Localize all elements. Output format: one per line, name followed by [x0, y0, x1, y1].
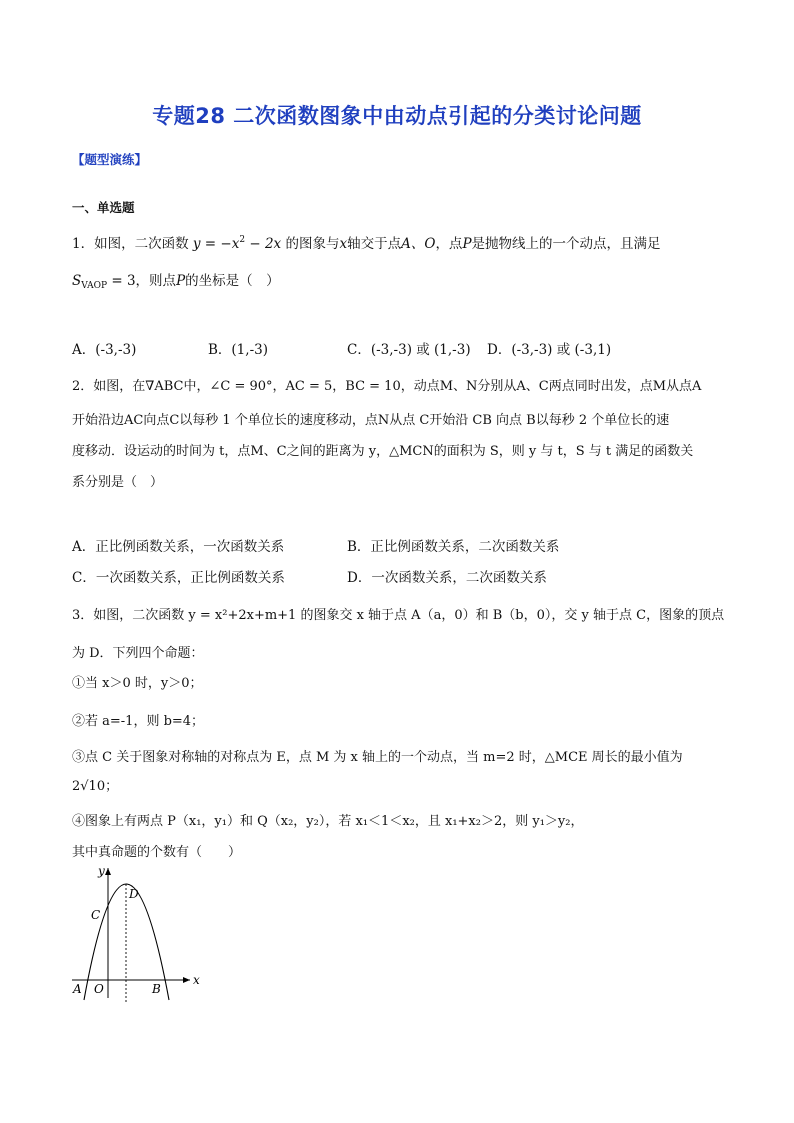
- q1-function: y = −x: [192, 236, 240, 252]
- parabola-figure: [62, 862, 212, 1002]
- label-x: x: [193, 973, 200, 987]
- q1-text-d: ，点: [435, 236, 463, 252]
- q1-exponent: 2: [239, 235, 246, 245]
- label-b: B: [152, 982, 161, 996]
- q1-text-a: 1．如图，二次函数: [72, 236, 193, 252]
- q1-points: A、O: [401, 236, 436, 252]
- q3-question: 其中真命题的个数有（ ）: [72, 845, 242, 860]
- section-tag: 【题型演练】: [72, 152, 148, 167]
- q1-option-a: A．(-3,-3): [72, 342, 137, 358]
- q2-option-d: D．一次函数关系，二次函数关系: [347, 570, 547, 586]
- q3-statement-3b: 2√10；: [72, 779, 119, 794]
- q1-x: x: [339, 236, 348, 252]
- q2-line3: 度移动．设运动的时间为 t，点M、C之间的距离为 y，△MCN的面积为 S，则 y 与 t，S 与 t 满足的函数关: [72, 444, 694, 459]
- q3-line1: 3．如图，二次函数 y = x²+2x+m+1 的图象交 x 轴于点 A（a，0）和 B（b，0），交 y 轴于点 C，图象的顶点: [72, 608, 725, 623]
- section-heading: 一、单选题: [72, 200, 135, 215]
- q1-p2: P: [176, 273, 186, 289]
- label-a: A: [73, 982, 82, 996]
- label-y: y: [98, 864, 105, 878]
- label-d: D: [129, 887, 139, 901]
- q1-p: P: [462, 236, 472, 252]
- x-axis-arrow: [183, 977, 190, 983]
- q2-option-a: A．正比例函数关系，一次函数关系: [72, 539, 285, 555]
- q1-function-tail: − 2x: [245, 236, 282, 252]
- q2-line2: 开始沿边AC向点C以每秒 1 个单位长的速度移动，点N从点 C开始沿 CB 向点 B以每秒 2 个单位长的速: [72, 413, 670, 428]
- q1-line1: [72, 232, 661, 252]
- q3-statement-1: ①当 x＞0 时，y＞0；: [72, 676, 203, 691]
- q1-text-c: 轴交于点: [347, 236, 402, 252]
- q1-text-e: 是抛物线上的一个动点，且满足: [471, 236, 661, 252]
- q3-line2: 为 D．下列四个命题：: [72, 646, 204, 661]
- q3-statement-3: ③点 C 关于图象对称轴的对称点为 E，点 M 为 x 轴上的一个动点，当 m=2 时，△MCE 周长的最小值为: [72, 750, 683, 765]
- q1-option-d: D．(-3,-3) 或 (-3,1): [487, 342, 612, 358]
- q2-line4: 系分别是（ ）: [72, 475, 164, 490]
- q1-text-b: 的图象与: [281, 236, 340, 252]
- page-title: 专题28 二次函数图象中由动点引起的分类讨论问题: [152, 104, 642, 128]
- q1-line2: [72, 269, 280, 291]
- q1-area-subscript: VAOP: [81, 281, 108, 291]
- q2-option-b: B．正比例函数关系，二次函数关系: [347, 539, 560, 555]
- q1-option-c: C．(-3,-3) 或 (1,-3): [347, 342, 471, 358]
- q2-option-c: C．一次函数关系，正比例函数关系: [72, 570, 285, 586]
- q1-option-b: B．(1,-3): [208, 342, 268, 358]
- y-axis-arrow: [105, 868, 111, 875]
- q3-statement-2: ②若 a=-1，则 b=4；: [72, 714, 205, 729]
- label-c: C: [91, 908, 101, 922]
- q2-line1: 2．如图，在∇ABC中，∠C = 90°，AC = 5，BC = 10，动点M、N分别从A、C两点同时出发，点M从点A: [72, 379, 702, 394]
- q1-text-f: = 3，则点: [107, 273, 177, 289]
- q1-area-symbol: S: [72, 273, 82, 289]
- label-o: O: [94, 982, 104, 996]
- q3-statement-4: ④图象上有两点 P（x₁，y₁）和 Q（x₂，y₂），若 x₁＜1＜x₂，且 x₁+x₂＞2，则 y₁＞y₂，: [72, 814, 584, 829]
- q1-text-g: 的坐标是（ ）: [185, 273, 280, 289]
